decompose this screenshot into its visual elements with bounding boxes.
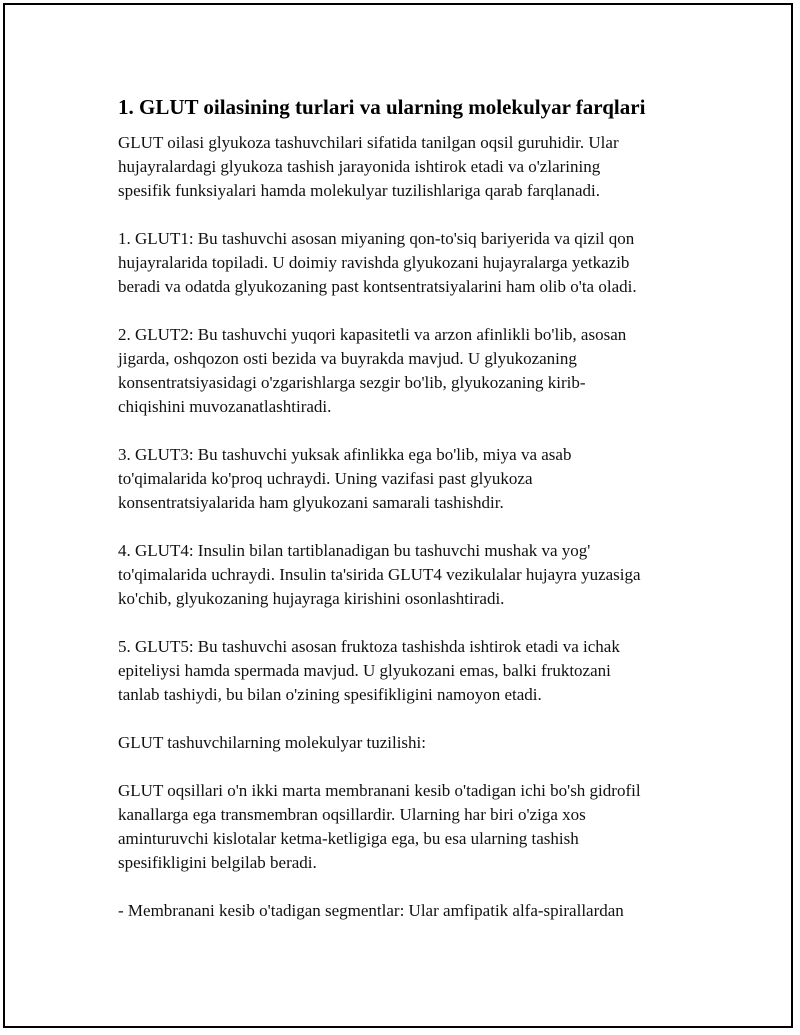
text-line: epiteliysi hamda spermada mavjud. U glyukozani emas, balki fruktozani: [118, 661, 611, 680]
text-line: to'qimalarida ko'proq uchraydi. Uning vazifasi past glyukoza: [118, 469, 533, 488]
text-line: 1. GLUT1: Bu tashuvchi asosan miyaning qon-to'siq bariyerida va qizil qon: [118, 229, 635, 248]
text-line: tanlab tashiydi, bu bilan o'zining spesifikligini namoyon etadi.: [118, 685, 542, 704]
text-line: jigarda, oshqozon osti bezida va buyrakda mavjud. U glyukozaning: [118, 349, 577, 368]
text-line: hujayralarida topiladi. U doimiy ravishda glyukozani hujayralarga yetkazib: [118, 253, 630, 272]
text-line: ko'chib, glyukozaning hujayraga kirishini osonlashtiradi.: [118, 589, 505, 608]
paragraph-glut2: [118, 323, 698, 419]
text-line: spesifik funksiyalari hamda molekulyar tuzilishlariga qarab farqlanadi.: [118, 181, 600, 200]
text-line: GLUT oqsillari o'n ikki marta membranani kesib o'tadigan ichi bo'sh gidrofil: [118, 781, 641, 800]
text-line: kanallarga ega transmembran oqsillardir. Ularning har biri o'ziga xos: [118, 805, 586, 824]
text-line: spesifikligini belgilab beradi.: [118, 853, 317, 872]
text-line: 4. GLUT4: Insulin bilan tartiblanadigan bu tashuvchi mushak va yog': [118, 541, 591, 560]
text-line: 5. GLUT5: Bu tashuvchi asosan fruktoza tashishda ishtirok etadi va ichak: [118, 637, 620, 656]
paragraph-glut4: [118, 539, 698, 611]
paragraph-glut5: [118, 635, 698, 707]
text-line: aminturuvchi kislotalar ketma-ketligiga ega, bu esa ularning tashish: [118, 829, 579, 848]
text-line: to'qimalarida uchraydi. Insulin ta'sirida GLUT4 vezikulalar hujayra yuzasiga: [118, 565, 641, 584]
paragraph-segments: [118, 899, 698, 923]
text-line: konsentratsiyalarida ham glyukozani samarali tashishdir.: [118, 493, 504, 512]
section-heading: 1. GLUT oilasining turlari va ularning molekulyar farqlari: [118, 95, 646, 119]
document-body: [118, 93, 698, 947]
text-line: hujayralardagi glyukoza tashish jarayonida ishtirok etadi va o'zlarining: [118, 157, 601, 176]
text-line: konsentratsiyasidagi o'zgarishlarga sezgir bo'lib, glyukozaning kirib-: [118, 373, 586, 392]
paragraph-glut3: [118, 443, 698, 515]
text-line: beradi va odatda glyukozaning past kontsentratsiyalarini ham olib o'ta oladi.: [118, 277, 637, 296]
paragraph-structure-heading: [118, 731, 698, 755]
text-line: GLUT tashuvchilarning molekulyar tuzilishi:: [118, 733, 426, 752]
text-line: 2. GLUT2: Bu tashuvchi yuqori kapasitetli va arzon afinlikli bo'lib, asosan: [118, 325, 627, 344]
paragraph-glut1: [118, 227, 698, 299]
paragraph-intro: [118, 131, 698, 203]
text-line: chiqishini muvozanatlashtiradi.: [118, 397, 332, 416]
text-line: - Membranani kesib o'tadigan segmentlar: Ular amfipatik alfa-spirallardan: [118, 901, 624, 920]
text-line: GLUT oilasi glyukoza tashuvchilari sifatida tanilgan oqsil guruhidir. Ular: [118, 133, 619, 152]
paragraph-structure: [118, 779, 698, 875]
text-line: 3. GLUT3: Bu tashuvchi yuksak afinlikka ega bo'lib, miya va asab: [118, 445, 572, 464]
